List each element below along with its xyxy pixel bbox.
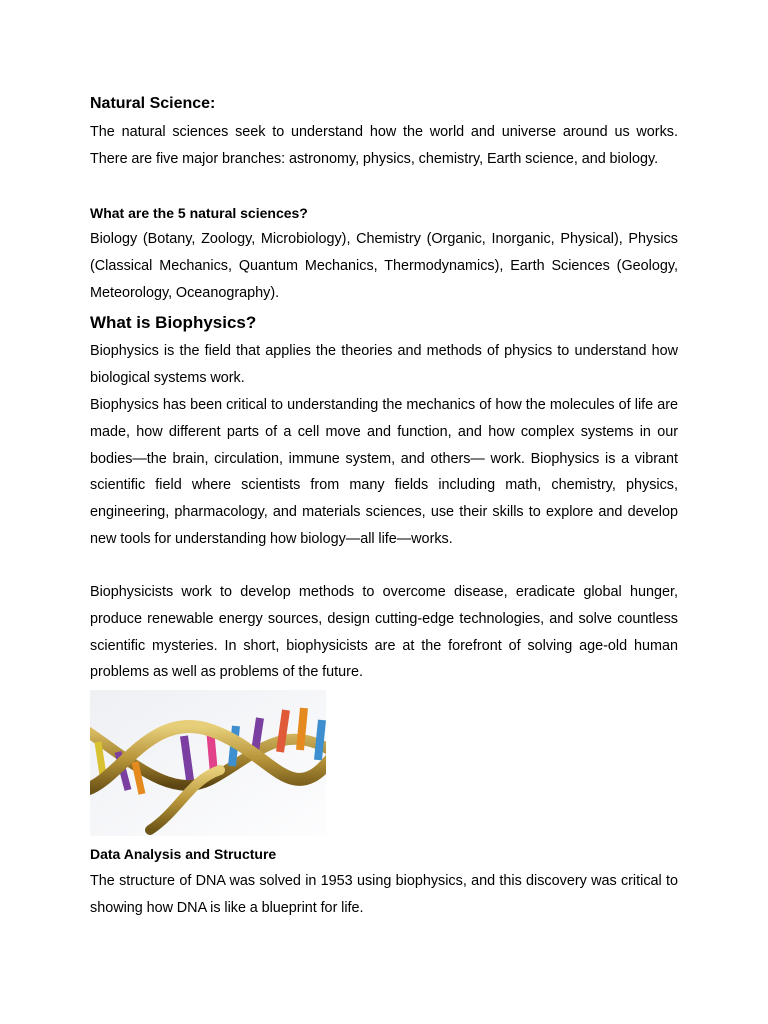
natural-sciences-question: What are the 5 natural sciences? [90, 205, 308, 221]
dna-helix-image [90, 690, 326, 836]
biophysics-goals: Biophysicists work to develop methods to overcome disease, eradicate global hunger, produce renewable energy sources, design cutting-edge technologies, and solve countless scientific mysteries. In short, biophysicists are at the forefront of solving age-old human problems as well as problems of the future. [90, 584, 678, 681]
data-analysis-heading: Data Analysis and Structure [90, 846, 277, 862]
biophysics-heading: What is Biophysics? [90, 313, 257, 332]
natural-sciences-answer: Biology (Botany, Zoology, Microbiology), Chemistry (Organic, Inorganic, Physical), Physics (Classical Mechanics, Quantum Mechanics, Thermodynamics), Earth Sciences (Geology, Meteorology, Oceanography). [90, 231, 678, 301]
natural-science-intro: The natural sciences seek to understand how the world and universe around us works. There are five major branches: astronomy, physics, chemistry, Earth science, and biology. [90, 124, 678, 167]
natural-science-heading: Natural Science: [90, 95, 216, 112]
data-analysis-text: The structure of DNA was solved in 1953 using biophysics, and this discovery was critical to showing how DNA is like a blueprint for life. [90, 873, 678, 916]
dna-helix-illustration [90, 690, 326, 836]
biophysics-definition: Biophysics is the field that applies the theories and methods of physics to understand how biological systems work. [90, 343, 678, 386]
biophysics-importance: Biophysics has been critical to understanding the mechanics of how the molecules of life are made, how different parts of a cell move and function, and how complex systems in our bodies—the brain, circulation, immune system, and others— work. Biophysics is a vibrant scientific field where scientists from many fields including math, chemistry, physics, engineering, pharmacology, and materials sciences, use their skills to explore and develop new tools for understanding how biology—all life—works. [90, 397, 678, 547]
